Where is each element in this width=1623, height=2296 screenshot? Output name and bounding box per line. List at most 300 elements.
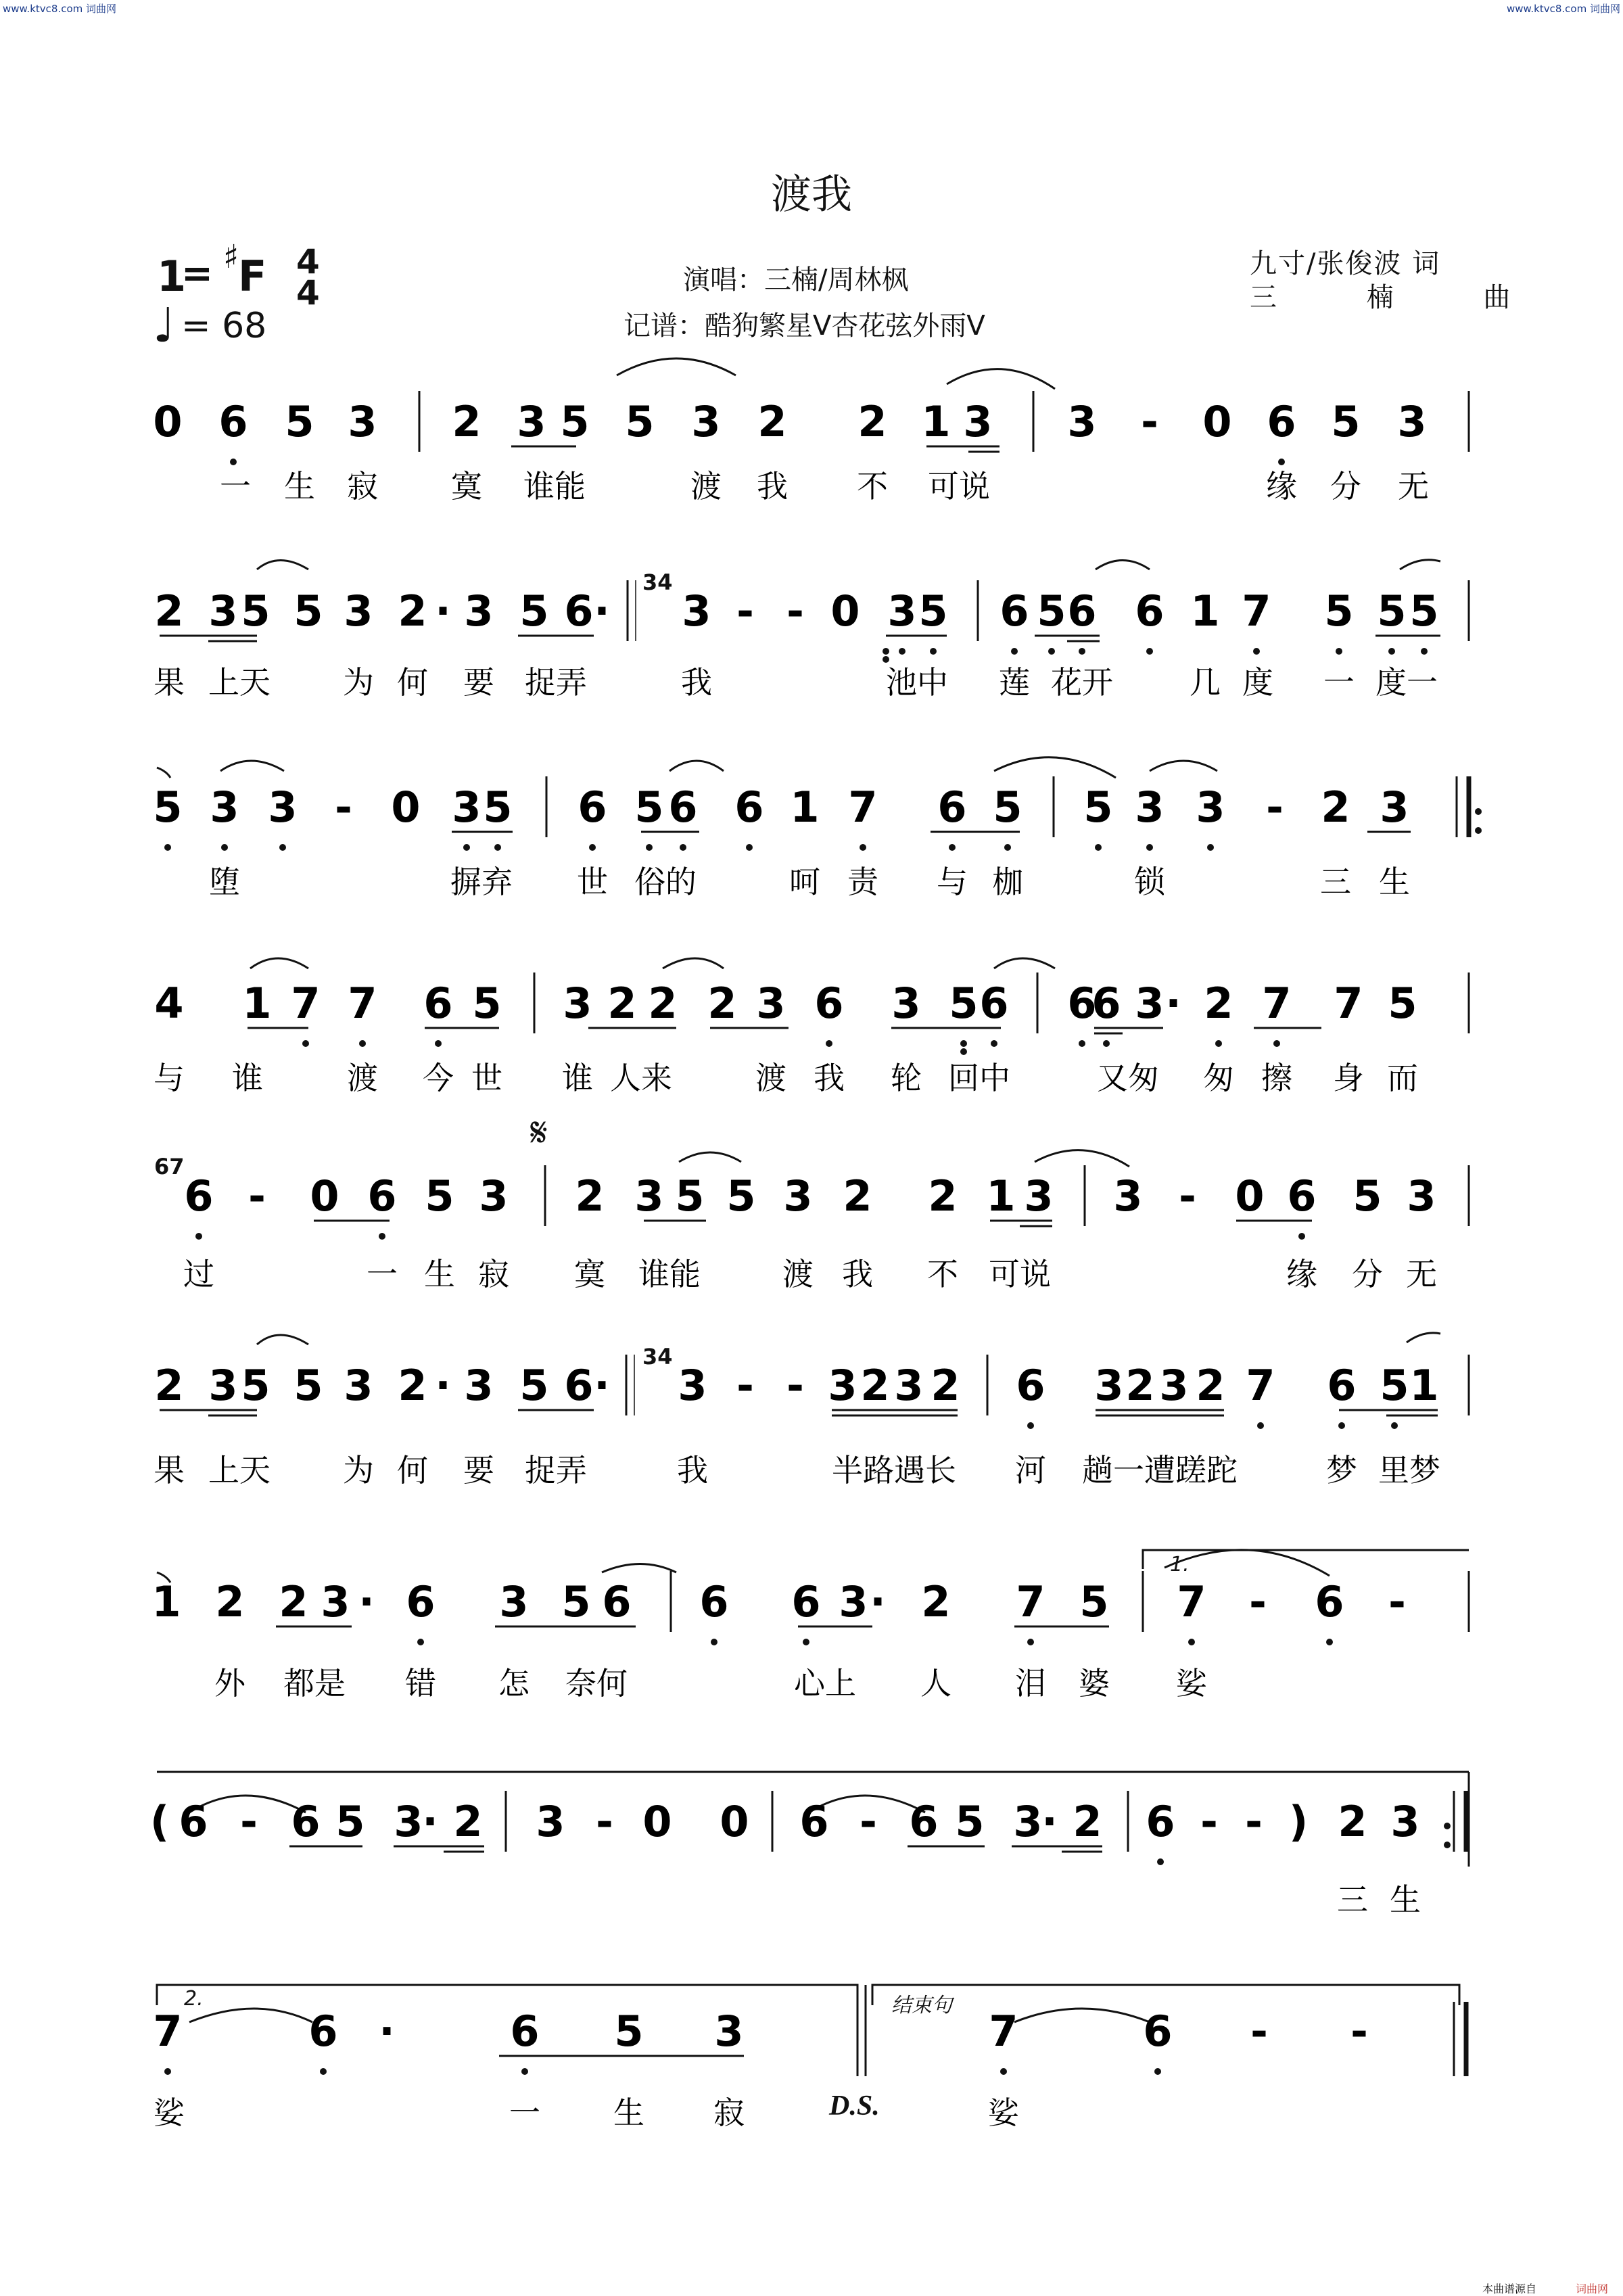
svg-text:2: 2 bbox=[1338, 1797, 1367, 1846]
svg-text:-: - bbox=[786, 1361, 804, 1410]
svg-text:2: 2 bbox=[398, 1361, 427, 1410]
svg-text:·: · bbox=[870, 1577, 886, 1626]
svg-text:寂: 寂 bbox=[478, 1256, 509, 1292]
svg-text:3: 3 bbox=[208, 1361, 238, 1410]
key-letter: F bbox=[238, 252, 267, 301]
svg-text:3: 3 bbox=[963, 397, 993, 446]
svg-text:三: 三 bbox=[1337, 1881, 1368, 1918]
segno-icon: 𝄋 bbox=[530, 1109, 548, 1156]
svg-text:-: - bbox=[596, 1797, 613, 1846]
svg-text:-: - bbox=[1266, 782, 1284, 832]
svg-text:-: - bbox=[786, 586, 804, 636]
svg-text:3: 3 bbox=[1380, 782, 1409, 832]
svg-text:果: 果 bbox=[154, 1452, 185, 1489]
sharp-icon: ♯ bbox=[223, 238, 239, 276]
svg-text:2: 2 bbox=[857, 397, 887, 446]
svg-text:几: 几 bbox=[1190, 664, 1221, 701]
svg-text:2: 2 bbox=[154, 1361, 184, 1410]
svg-text:花开: 花开 bbox=[1051, 664, 1113, 701]
svg-text:·: · bbox=[594, 1361, 610, 1410]
svg-text:而: 而 bbox=[1387, 1060, 1418, 1096]
svg-text:1: 1 bbox=[790, 782, 820, 832]
svg-text:6: 6 bbox=[564, 1361, 594, 1410]
svg-text:可说: 可说 bbox=[928, 468, 990, 505]
svg-text:·: · bbox=[1041, 1797, 1058, 1846]
svg-text:锁: 锁 bbox=[1134, 864, 1165, 900]
svg-text:1: 1 bbox=[921, 397, 951, 446]
svg-text:与: 与 bbox=[154, 1060, 185, 1096]
svg-text:5: 5 bbox=[1352, 1171, 1382, 1221]
svg-text:与: 与 bbox=[937, 864, 968, 900]
svg-text:捉弄: 捉弄 bbox=[525, 664, 587, 701]
svg-text:身: 身 bbox=[1333, 1060, 1364, 1096]
svg-text:何: 何 bbox=[397, 1452, 428, 1489]
svg-text:7: 7 bbox=[348, 979, 377, 1028]
svg-text:6: 6 bbox=[564, 586, 594, 636]
svg-text:生: 生 bbox=[284, 468, 315, 505]
svg-text:俗的: 俗的 bbox=[634, 864, 697, 900]
svg-text:7: 7 bbox=[1262, 979, 1292, 1028]
svg-text:池中: 池中 bbox=[886, 664, 948, 701]
svg-text:6: 6 bbox=[184, 1171, 214, 1221]
svg-text:度一: 度一 bbox=[1375, 664, 1438, 701]
svg-text:三: 三 bbox=[1320, 864, 1351, 900]
svg-text:0: 0 bbox=[1235, 1171, 1265, 1221]
svg-text:5: 5 bbox=[560, 397, 590, 446]
svg-text:6: 6 bbox=[1287, 1171, 1317, 1221]
svg-text:-: - bbox=[1179, 1171, 1196, 1221]
svg-text:枷: 枷 bbox=[992, 864, 1023, 900]
svg-text:5: 5 bbox=[1324, 586, 1354, 636]
svg-text:2: 2 bbox=[1073, 1797, 1102, 1846]
svg-text:分: 分 bbox=[1352, 1256, 1383, 1292]
svg-text:6: 6 bbox=[734, 782, 764, 832]
time-change-34-line2: 34 bbox=[642, 569, 673, 595]
svg-text:0: 0 bbox=[153, 397, 183, 446]
svg-text:回中: 回中 bbox=[948, 1060, 1010, 1096]
svg-text:7: 7 bbox=[1246, 1361, 1275, 1410]
svg-text:2: 2 bbox=[215, 1577, 245, 1626]
svg-text:3: 3 bbox=[714, 2007, 744, 2056]
svg-text:6: 6 bbox=[602, 1577, 632, 1626]
svg-text:莲: 莲 bbox=[999, 664, 1030, 701]
svg-text:娑: 娑 bbox=[988, 2094, 1019, 2131]
svg-text:2: 2 bbox=[1321, 782, 1350, 832]
svg-text:6: 6 bbox=[799, 1797, 829, 1846]
svg-text:7: 7 bbox=[848, 782, 878, 832]
svg-text:3: 3 bbox=[321, 1577, 350, 1626]
svg-text:6: 6 bbox=[578, 782, 607, 832]
svg-text:3: 3 bbox=[348, 397, 377, 446]
svg-text:6: 6 bbox=[1327, 1361, 1357, 1410]
svg-text:5: 5 bbox=[993, 782, 1022, 832]
svg-text:寂: 寂 bbox=[713, 2094, 745, 2131]
svg-text:3: 3 bbox=[894, 1361, 924, 1410]
svg-text:生: 生 bbox=[424, 1256, 455, 1292]
svg-text:0: 0 bbox=[391, 782, 421, 832]
svg-text:5: 5 bbox=[614, 2007, 644, 2056]
svg-text:6: 6 bbox=[1315, 1577, 1344, 1626]
svg-text:6: 6 bbox=[406, 1577, 436, 1626]
svg-text:3: 3 bbox=[1196, 782, 1225, 832]
svg-text:-: - bbox=[335, 782, 352, 832]
svg-text:何: 何 bbox=[397, 664, 428, 701]
svg-text:梦: 梦 bbox=[1326, 1452, 1357, 1489]
svg-text:无: 无 bbox=[1406, 1256, 1437, 1292]
svg-text:3: 3 bbox=[756, 979, 786, 1028]
svg-text:3: 3 bbox=[887, 586, 917, 636]
svg-text:3: 3 bbox=[452, 782, 481, 832]
lyricist-credit: 九寸/张俊波 词 bbox=[1250, 248, 1441, 279]
svg-text:世: 世 bbox=[577, 864, 608, 900]
key-eq: = bbox=[181, 252, 213, 296]
svg-text:6: 6 bbox=[218, 397, 248, 446]
svg-text:6: 6 bbox=[699, 1577, 729, 1626]
svg-text:又匆: 又匆 bbox=[1097, 1060, 1159, 1096]
svg-text:不: 不 bbox=[857, 468, 888, 505]
svg-text:3: 3 bbox=[839, 1577, 868, 1626]
time-sig-bottom: 4 bbox=[296, 273, 320, 312]
svg-text:-: - bbox=[1350, 2007, 1368, 2056]
svg-text:6: 6 bbox=[668, 782, 698, 832]
svg-text:5: 5 bbox=[472, 979, 502, 1028]
svg-text:渡: 渡 bbox=[347, 1060, 378, 1096]
svg-text:过: 过 bbox=[183, 1256, 214, 1292]
svg-text:2: 2 bbox=[931, 1361, 960, 1410]
svg-text:渡: 渡 bbox=[690, 468, 722, 505]
ending-label: 结束句 bbox=[891, 1994, 952, 2017]
svg-text:5: 5 bbox=[1380, 1361, 1409, 1410]
svg-text:-: - bbox=[1245, 1797, 1263, 1846]
svg-text:1: 1 bbox=[1190, 586, 1220, 636]
svg-text:谁能: 谁能 bbox=[638, 1256, 701, 1292]
svg-text:呵: 呵 bbox=[789, 864, 820, 900]
svg-text:可说: 可说 bbox=[989, 1256, 1051, 1292]
svg-text:5: 5 bbox=[519, 1361, 549, 1410]
svg-text:5: 5 bbox=[949, 979, 979, 1028]
svg-text:1: 1 bbox=[242, 979, 272, 1028]
svg-text:5: 5 bbox=[293, 1361, 323, 1410]
time-change-67: 67 bbox=[154, 1154, 185, 1179]
svg-text:-: - bbox=[1388, 1577, 1406, 1626]
svg-text:2: 2 bbox=[154, 586, 184, 636]
svg-text:2: 2 bbox=[707, 979, 737, 1028]
svg-text:泪: 泪 bbox=[1015, 1665, 1046, 1702]
time-change-34-line6: 34 bbox=[642, 1344, 673, 1369]
svg-text:3: 3 bbox=[1094, 1361, 1124, 1410]
svg-text:3: 3 bbox=[1390, 1797, 1420, 1846]
key-one: 1 bbox=[157, 252, 187, 301]
svg-text:一: 一 bbox=[509, 2094, 540, 2131]
svg-text:6: 6 bbox=[1016, 1361, 1045, 1410]
svg-text:·: · bbox=[1165, 979, 1181, 1028]
svg-text:3: 3 bbox=[563, 979, 592, 1028]
svg-text:谁: 谁 bbox=[562, 1060, 593, 1096]
svg-text:5: 5 bbox=[726, 1171, 756, 1221]
svg-text:5: 5 bbox=[1409, 586, 1439, 636]
svg-text:0: 0 bbox=[1202, 397, 1232, 446]
svg-text:6: 6 bbox=[814, 979, 844, 1028]
svg-text:0: 0 bbox=[830, 586, 860, 636]
svg-text:5: 5 bbox=[425, 1171, 454, 1221]
svg-text:怎: 怎 bbox=[498, 1665, 530, 1702]
svg-text:6: 6 bbox=[367, 1171, 397, 1221]
volta-1-label: 1. bbox=[1170, 1553, 1190, 1576]
svg-text:3: 3 bbox=[682, 586, 711, 636]
svg-text:): ) bbox=[1288, 1797, 1309, 1846]
svg-text:今: 今 bbox=[423, 1060, 454, 1096]
time-sig-top: 4 bbox=[296, 242, 320, 281]
svg-text:责: 责 bbox=[847, 864, 878, 900]
svg-text:6: 6 bbox=[1267, 397, 1296, 446]
svg-text:娑: 娑 bbox=[1176, 1665, 1207, 1702]
svg-text:果: 果 bbox=[154, 664, 185, 701]
composer-credit: 三 楠 曲 bbox=[1250, 282, 1511, 313]
site-watermark-left: www.ktvc8.com 词曲网 bbox=[3, 3, 117, 15]
svg-text:·: · bbox=[435, 1361, 451, 1410]
svg-text:5: 5 bbox=[955, 1797, 985, 1846]
svg-text:2: 2 bbox=[453, 1797, 483, 1846]
svg-text:错: 错 bbox=[405, 1665, 436, 1702]
svg-text:6: 6 bbox=[423, 979, 453, 1028]
tempo-text: = 68 bbox=[181, 306, 267, 346]
svg-text:2: 2 bbox=[648, 979, 678, 1028]
svg-text:5: 5 bbox=[1083, 782, 1113, 832]
svg-text:堕: 堕 bbox=[209, 864, 240, 900]
svg-text:6: 6 bbox=[179, 1797, 208, 1846]
svg-text:3: 3 bbox=[394, 1797, 423, 1846]
svg-text:3: 3 bbox=[268, 782, 298, 832]
svg-text:6: 6 bbox=[979, 979, 1009, 1028]
svg-text:3: 3 bbox=[210, 782, 239, 832]
svg-text:6: 6 bbox=[999, 586, 1029, 636]
svg-text:7: 7 bbox=[291, 979, 321, 1028]
svg-text:2: 2 bbox=[1125, 1361, 1155, 1410]
svg-text:-: - bbox=[248, 1171, 266, 1221]
svg-text:3: 3 bbox=[1159, 1361, 1189, 1410]
svg-text:6: 6 bbox=[1091, 979, 1121, 1028]
svg-text:3: 3 bbox=[783, 1171, 813, 1221]
svg-text:要: 要 bbox=[463, 1452, 494, 1489]
svg-text:娑: 娑 bbox=[154, 2094, 185, 2131]
svg-text:谁能: 谁能 bbox=[523, 468, 586, 505]
svg-text:2: 2 bbox=[279, 1577, 308, 1626]
svg-text:一: 一 bbox=[220, 468, 251, 505]
svg-text:·: · bbox=[594, 586, 610, 636]
svg-text:生: 生 bbox=[1379, 864, 1410, 900]
svg-text:3: 3 bbox=[891, 979, 921, 1028]
svg-text:6: 6 bbox=[1067, 979, 1097, 1028]
svg-text:7: 7 bbox=[989, 2007, 1018, 2056]
svg-text:里梦: 里梦 bbox=[1378, 1452, 1440, 1489]
svg-text:匆: 匆 bbox=[1203, 1060, 1234, 1096]
svg-text:3: 3 bbox=[479, 1171, 509, 1221]
svg-text:6: 6 bbox=[1135, 586, 1165, 636]
svg-text:5: 5 bbox=[519, 586, 549, 636]
svg-text:2: 2 bbox=[1196, 1361, 1225, 1410]
svg-text:0: 0 bbox=[720, 1797, 749, 1846]
transcriber-credit: 记谱：酷狗繁星V杏花弦外雨V bbox=[624, 310, 985, 342]
svg-text:河: 河 bbox=[1015, 1452, 1046, 1489]
svg-text:6: 6 bbox=[291, 1797, 321, 1846]
svg-text:分: 分 bbox=[1330, 468, 1361, 505]
svg-text:3: 3 bbox=[1407, 1171, 1436, 1221]
svg-text:谁: 谁 bbox=[232, 1060, 263, 1096]
svg-text:5: 5 bbox=[285, 397, 314, 446]
svg-text:·: · bbox=[379, 2007, 395, 2056]
svg-text:我: 我 bbox=[681, 664, 712, 701]
svg-text:要: 要 bbox=[463, 664, 494, 701]
svg-text:·: · bbox=[358, 1577, 375, 1626]
svg-text:-: - bbox=[1200, 1797, 1218, 1846]
dal-segno-mark: D.S. bbox=[829, 2090, 880, 2122]
svg-text:5: 5 bbox=[1079, 1577, 1109, 1626]
svg-text:都是: 都是 bbox=[283, 1665, 346, 1702]
svg-text:3: 3 bbox=[678, 1361, 707, 1410]
site-watermark-right: www.ktvc8.com 词曲网 bbox=[1506, 3, 1620, 15]
svg-text:摒弃: 摒弃 bbox=[450, 864, 513, 900]
svg-text:3: 3 bbox=[828, 1361, 857, 1410]
svg-text:6: 6 bbox=[937, 782, 967, 832]
svg-text:2: 2 bbox=[928, 1171, 958, 1221]
svg-text:1: 1 bbox=[1409, 1361, 1439, 1410]
svg-text:6: 6 bbox=[1067, 586, 1097, 636]
svg-text:5: 5 bbox=[483, 782, 513, 832]
svg-text:擦: 擦 bbox=[1261, 1060, 1292, 1096]
svg-text:7: 7 bbox=[1177, 1577, 1206, 1626]
svg-text:(: ( bbox=[149, 1797, 170, 1846]
svg-text:2: 2 bbox=[1204, 979, 1233, 1028]
svg-text:3: 3 bbox=[517, 397, 546, 446]
svg-text:-: - bbox=[736, 1361, 754, 1410]
svg-text:5: 5 bbox=[675, 1171, 705, 1221]
svg-text:生: 生 bbox=[1390, 1881, 1421, 1918]
svg-text:3: 3 bbox=[1135, 782, 1165, 832]
svg-text:寞: 寞 bbox=[574, 1256, 605, 1292]
svg-text:5: 5 bbox=[918, 586, 948, 636]
svg-text:·: · bbox=[422, 1797, 438, 1846]
svg-text:3: 3 bbox=[499, 1577, 529, 1626]
svg-text:2: 2 bbox=[398, 586, 427, 636]
svg-text:2: 2 bbox=[607, 979, 637, 1028]
song-title: 渡我 bbox=[771, 171, 852, 218]
svg-text:寞: 寞 bbox=[451, 468, 482, 505]
svg-text:上天: 上天 bbox=[208, 1452, 270, 1489]
svg-text:2: 2 bbox=[843, 1171, 872, 1221]
svg-text:5: 5 bbox=[634, 782, 664, 832]
svg-text:3: 3 bbox=[208, 586, 238, 636]
svg-text:3: 3 bbox=[1024, 1171, 1054, 1221]
svg-text:为: 为 bbox=[343, 1452, 374, 1489]
svg-text:我: 我 bbox=[814, 1060, 845, 1096]
svg-text:2: 2 bbox=[860, 1361, 890, 1410]
svg-text:3: 3 bbox=[1067, 397, 1097, 446]
svg-text:奈何: 奈何 bbox=[565, 1665, 628, 1702]
svg-text:-: - bbox=[1249, 1577, 1267, 1626]
svg-text:3: 3 bbox=[691, 397, 721, 446]
svg-text:3: 3 bbox=[344, 586, 373, 636]
svg-text:趟一遭蹉跎: 趟一遭蹉跎 bbox=[1082, 1452, 1238, 1489]
svg-text:7: 7 bbox=[1242, 586, 1271, 636]
svg-text:5: 5 bbox=[625, 397, 655, 446]
footer-site: 词曲网 bbox=[1576, 2282, 1609, 2295]
svg-text:3: 3 bbox=[1397, 397, 1427, 446]
svg-text:7: 7 bbox=[1016, 1577, 1045, 1626]
svg-text:2: 2 bbox=[921, 1577, 951, 1626]
svg-text:0: 0 bbox=[642, 1797, 672, 1846]
svg-text:3: 3 bbox=[464, 586, 494, 636]
footer-source: 本曲谱源自 bbox=[1482, 2282, 1537, 2295]
svg-text:3: 3 bbox=[536, 1797, 565, 1846]
svg-text:6: 6 bbox=[1146, 1797, 1175, 1846]
svg-text:3: 3 bbox=[1135, 979, 1165, 1028]
svg-text:5: 5 bbox=[561, 1577, 591, 1626]
svg-text:半路遇长: 半路遇长 bbox=[832, 1452, 956, 1489]
svg-text:捉弄: 捉弄 bbox=[525, 1452, 587, 1489]
volta-2-label: 2. bbox=[184, 1987, 204, 2011]
svg-text:5: 5 bbox=[293, 586, 323, 636]
svg-text:1: 1 bbox=[151, 1577, 181, 1626]
svg-text:生: 生 bbox=[613, 2094, 644, 2131]
svg-text:我: 我 bbox=[842, 1256, 873, 1292]
svg-text:-: - bbox=[1250, 2007, 1268, 2056]
svg-text:无: 无 bbox=[1398, 468, 1429, 505]
svg-text:6: 6 bbox=[308, 2007, 338, 2056]
svg-text:上天: 上天 bbox=[208, 664, 270, 701]
svg-text:一: 一 bbox=[1323, 664, 1355, 701]
svg-text:5: 5 bbox=[153, 782, 183, 832]
svg-text:-: - bbox=[860, 1797, 877, 1846]
svg-text:-: - bbox=[736, 586, 754, 636]
svg-text:3: 3 bbox=[1013, 1797, 1043, 1846]
svg-text:3: 3 bbox=[1113, 1171, 1143, 1221]
svg-text:渡: 渡 bbox=[782, 1256, 814, 1292]
svg-text:缘: 缘 bbox=[1286, 1256, 1317, 1292]
svg-text:4: 4 bbox=[154, 979, 184, 1028]
svg-text:6: 6 bbox=[1143, 2007, 1173, 2056]
svg-text:5: 5 bbox=[1377, 586, 1407, 636]
svg-text:一: 一 bbox=[367, 1256, 398, 1292]
svg-text:6: 6 bbox=[510, 2007, 540, 2056]
svg-text:5: 5 bbox=[335, 1797, 365, 1846]
svg-text:我: 我 bbox=[757, 468, 788, 505]
svg-text:心上: 心上 bbox=[794, 1665, 856, 1702]
svg-text:2: 2 bbox=[452, 397, 481, 446]
svg-text:3: 3 bbox=[344, 1361, 373, 1410]
svg-text:6: 6 bbox=[909, 1797, 939, 1846]
svg-text:5: 5 bbox=[1388, 979, 1417, 1028]
svg-text:6: 6 bbox=[791, 1577, 821, 1626]
singer-credit: 演唱：三楠/周林枫 bbox=[683, 264, 909, 296]
svg-text:人: 人 bbox=[920, 1665, 951, 1702]
svg-text:1: 1 bbox=[986, 1171, 1016, 1221]
svg-text:2: 2 bbox=[575, 1171, 605, 1221]
svg-text:为: 为 bbox=[343, 664, 374, 701]
svg-text:寂: 寂 bbox=[347, 468, 378, 505]
svg-text:缘: 缘 bbox=[1266, 468, 1297, 505]
svg-text:7: 7 bbox=[153, 2007, 183, 2056]
svg-text:世: 世 bbox=[471, 1060, 502, 1096]
svg-text:渡: 渡 bbox=[755, 1060, 786, 1096]
svg-text:3: 3 bbox=[464, 1361, 494, 1410]
svg-text:2: 2 bbox=[757, 397, 787, 446]
svg-text:3: 3 bbox=[634, 1171, 664, 1221]
svg-text:5: 5 bbox=[1037, 586, 1066, 636]
svg-text:外: 外 bbox=[214, 1665, 245, 1702]
svg-text:轮: 轮 bbox=[891, 1060, 922, 1096]
svg-text:-: - bbox=[240, 1797, 258, 1846]
svg-text:-: - bbox=[1141, 397, 1158, 446]
